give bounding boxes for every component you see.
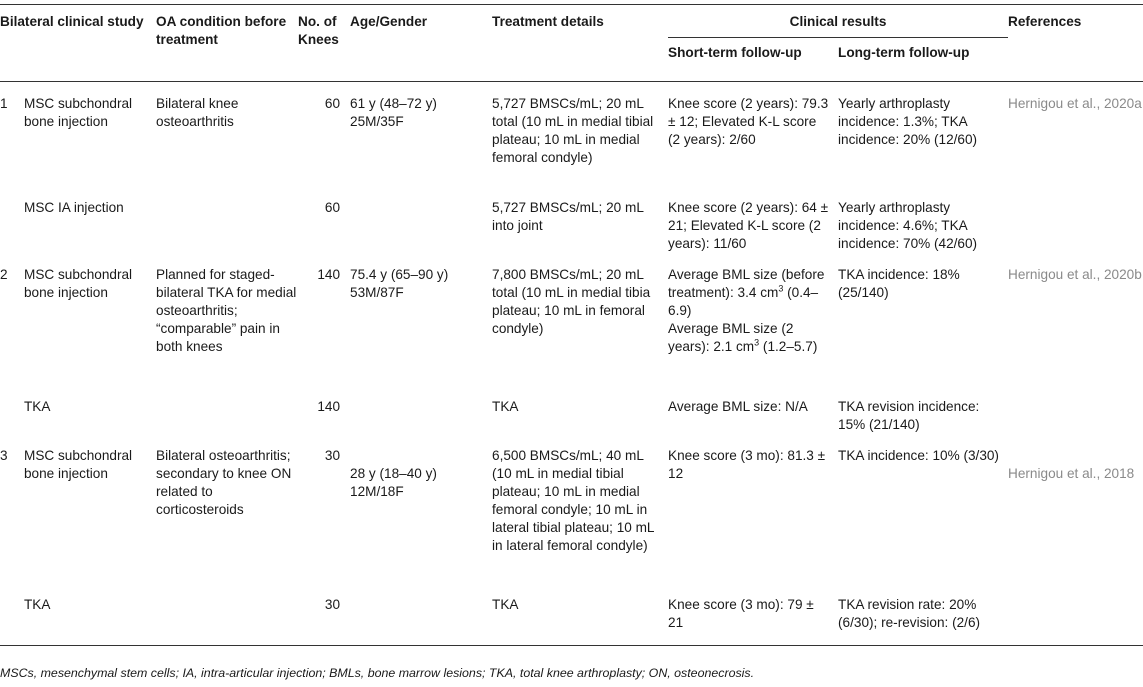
long-term-cell: TKA incidence: 18% (25/140) bbox=[838, 266, 960, 300]
row-number bbox=[0, 199, 24, 262]
oa-cell: Bilateral osteoarthritis; secondary to knee ON related to corticosteroids bbox=[156, 447, 292, 517]
header-clinical-results: Clinical results bbox=[668, 5, 1008, 38]
oa-cell bbox=[156, 199, 298, 262]
oa-cell bbox=[156, 398, 298, 443]
age-cell: 28 y (18–40 y) 12M/18F bbox=[350, 465, 437, 499]
short-term-cell: Knee score (2 years): 79.3 ± 12; Elevated K-L score (2 years): 2/60 bbox=[668, 96, 829, 147]
long-term-cell: TKA incidence: 10% (3/30) bbox=[838, 447, 999, 463]
treatment-cell: TKA bbox=[492, 398, 519, 414]
table-footnote: MSCs, mesenchymal stem cells; IA, intra-articular injection; BMLs, bone marrow lesions; TKA, total knee arthroplasty; ON, osteonecrosis. bbox=[0, 666, 755, 680]
age-cell: 75.4 y (65–90 y) 53M/87F bbox=[350, 266, 449, 300]
oa-cell bbox=[156, 596, 298, 646]
header-long-term: Long-term follow-up bbox=[838, 38, 1008, 82]
header-age-gender: Age/Gender bbox=[350, 5, 492, 82]
table-row bbox=[0, 82, 1143, 199]
knees-cell: 30 bbox=[298, 596, 340, 646]
age-cell: 61 y (48–72 y) 25M/35F bbox=[350, 96, 437, 129]
age-cell bbox=[350, 199, 492, 262]
short-term-cell: Average BML size: N/A bbox=[668, 398, 808, 414]
study-cell: TKA bbox=[24, 398, 51, 414]
knees-cell: 60 bbox=[324, 199, 341, 215]
header-row-1 bbox=[0, 5, 1143, 38]
header-treatment: Treatment details bbox=[492, 5, 668, 82]
bml-after-unit-exponent: 3 bbox=[754, 336, 760, 347]
reference-cell bbox=[1008, 199, 1143, 262]
row-number: 2 bbox=[0, 266, 8, 282]
oa-cell: Bilateral knee osteoarthritis bbox=[156, 96, 239, 129]
study-cell: MSC subchondral bone injection bbox=[24, 447, 133, 481]
treatment-cell: TKA bbox=[492, 596, 668, 646]
bml-before-range: (0.4–6.9) bbox=[668, 284, 819, 318]
knees-cell: 60 bbox=[324, 96, 341, 111]
reference-cell bbox=[1008, 596, 1143, 646]
short-term-cell: Knee score (3 mo): 79 ± 21 bbox=[668, 596, 838, 646]
reference-cell: Hernigou et al., 2018 bbox=[1008, 465, 1135, 481]
age-cell bbox=[350, 398, 492, 443]
short-term-cell: Knee score (2 years): 64 ± 21; Elevated K-L score (2 years): 11/60 bbox=[668, 199, 829, 251]
short-term-cell bbox=[668, 262, 838, 398]
long-term-cell: TKA revision rate: 20% (6/30); re-revision: (2/6) bbox=[838, 596, 1008, 646]
clinical-studies-table bbox=[0, 4, 1143, 646]
study-cell: TKA bbox=[24, 596, 156, 646]
bml-after-text: Average BML size (2 years): 2.1 cm bbox=[668, 320, 794, 354]
treatment-cell: 6,500 BMSCs/mL; 40 mL (10 mL in medial tibial plateau; 10 mL in medial femoral condyle; 10 mL in lateral tibial plateau; 10 mL in lateral femoral condyle) bbox=[492, 447, 654, 553]
age-cell bbox=[350, 596, 492, 646]
short-term-cell: Knee score (3 mo): 81.3 ± 12 bbox=[668, 447, 826, 481]
row-number: 3 bbox=[0, 447, 8, 463]
reference-cell: Hernigou et al., 2020a bbox=[1008, 96, 1142, 111]
reference-cell bbox=[1008, 398, 1143, 443]
bml-before-unit-exponent: 3 bbox=[778, 282, 784, 293]
study-cell: MSC subchondral bone injection bbox=[24, 96, 133, 129]
long-term-cell: TKA revision incidence: 15% (21/140) bbox=[838, 398, 980, 432]
table-row bbox=[0, 596, 1143, 646]
header-references: References bbox=[1008, 5, 1143, 82]
oa-cell: Planned for staged-bilateral TKA for medial osteoarthritis; “comparable” pain in both knees bbox=[156, 266, 297, 354]
table-row bbox=[0, 262, 1143, 398]
table-row bbox=[0, 443, 1143, 596]
header-short-term: Short-term follow-up bbox=[668, 38, 838, 82]
reference-cell: Hernigou et al., 2020b bbox=[1008, 266, 1142, 282]
table-row bbox=[0, 398, 1143, 443]
bml-before-text: Average BML size (before treatment): 3.4 cm bbox=[668, 266, 825, 300]
header-oa-condition: OA condition before treatment bbox=[156, 5, 298, 82]
treatment-cell: 5,727 BMSCs/mL; 20 mL total (10 mL in medial tibial plateau; 10 mL in medial femoral condyle) bbox=[492, 96, 654, 165]
long-term-cell: Yearly arthroplasty incidence: 4.6%; TKA incidence: 70% (42/60) bbox=[838, 199, 978, 251]
header-study: Bilateral clinical study bbox=[0, 5, 156, 82]
treatment-cell: 7,800 BMSCs/mL; 20 mL total (10 mL in medial tibia plateau; 10 mL in femoral condyle) bbox=[492, 266, 651, 336]
table-row bbox=[0, 199, 1143, 262]
knees-cell: 140 bbox=[317, 398, 341, 414]
treatment-cell: 5,727 BMSCs/mL; 20 mL into joint bbox=[492, 199, 644, 233]
long-term-cell: Yearly arthroplasty incidence: 1.3%; TKA incidence: 20% (12/60) bbox=[838, 96, 978, 147]
row-number bbox=[0, 398, 24, 443]
row-number bbox=[0, 596, 24, 646]
knees-cell: 30 bbox=[324, 447, 341, 463]
header-knees: No. of Knees bbox=[298, 5, 350, 82]
bml-after-range: (1.2–5.7) bbox=[759, 338, 818, 354]
row-number: 1 bbox=[0, 96, 8, 111]
knees-cell: 140 bbox=[317, 266, 341, 282]
study-cell: MSC subchondral bone injection bbox=[24, 266, 133, 300]
study-cell: MSC IA injection bbox=[24, 199, 124, 215]
